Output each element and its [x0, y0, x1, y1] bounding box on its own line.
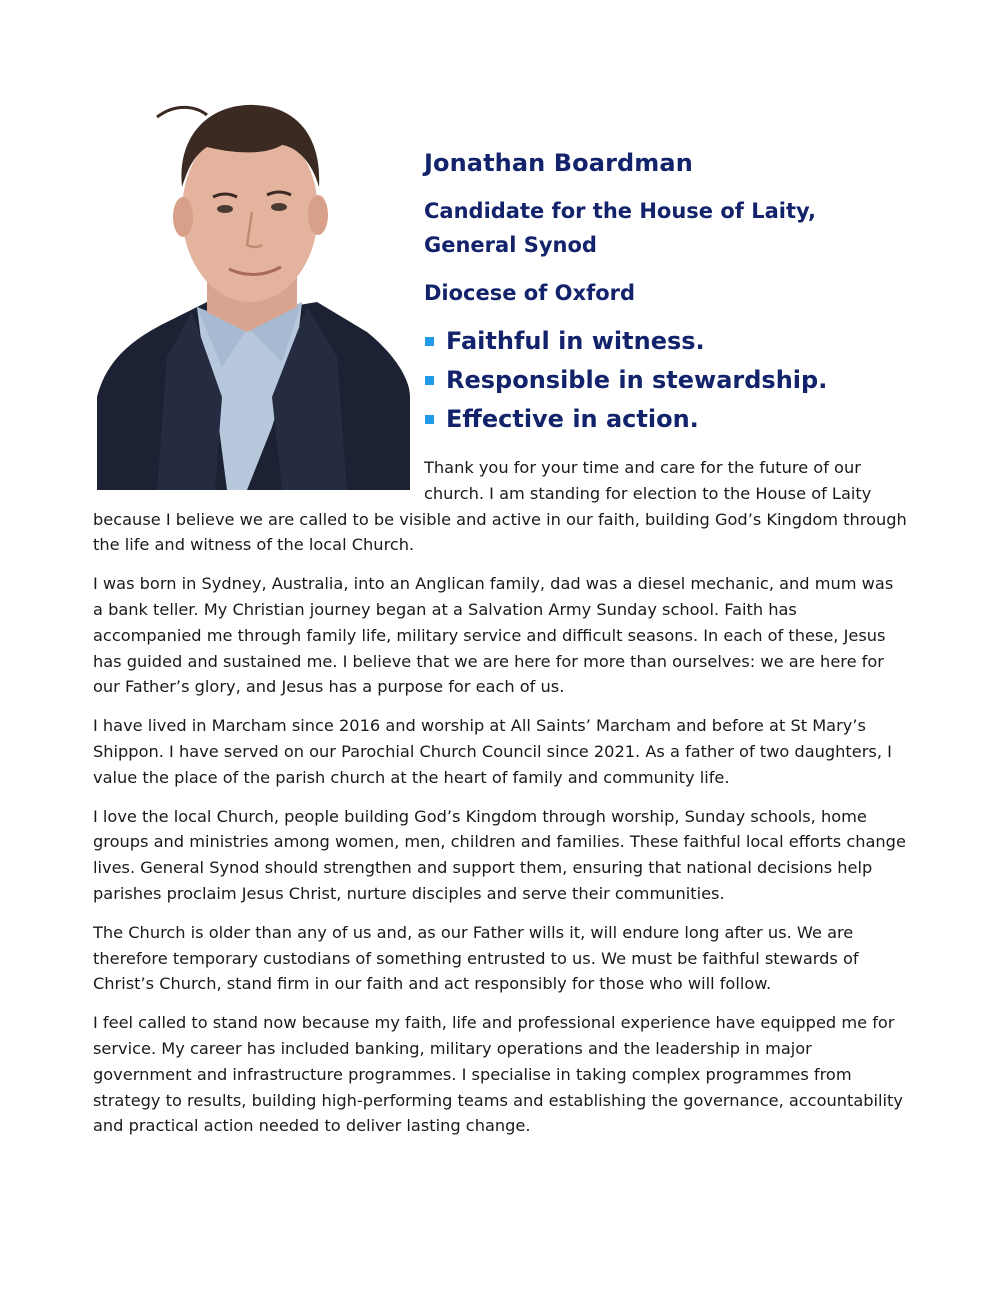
role-line-2: General Synod	[424, 233, 597, 257]
statement-paragraph: The Church is older than any of us and, as our Father wills it, will endure long after us. We are therefore temporary custodians of something entrusted to us. We must be faithful stewards of Christ’s Church, stand firm in our faith and act responsibly for those who will follow.	[93, 922, 859, 994]
candidate-header	[424, 146, 984, 439]
pledge-text: Responsible in stewardship.	[446, 366, 828, 394]
pledge-list	[424, 322, 984, 439]
pledge-text: Faithful in witness.	[446, 327, 705, 355]
intro-line-2: church. I am standing for election to the House of Laity	[424, 483, 872, 503]
role-line-1: Candidate for the House of Laity,	[424, 199, 817, 223]
statement-paragraph: I have lived in Marcham since 2016 and worship at All Saints’ Marcham and before at St Mary’s Shippon. I have served on our Parochial Church Council since 2021. As a father of two daughters, I value the place of the parish church at the heart of family and community life.	[93, 716, 892, 787]
candidate-photo	[97, 97, 410, 490]
pledge-text: Effective in action.	[446, 405, 699, 433]
statement-paragraph: I love the local Church, people building God’s Kingdom through worship, Sunday schools, home groups and ministries among women, men, children and families. These faithful local efforts change lives. General Synod should strengthen and support them, ensuring that national decisions help parishes proclaim Jesus Christ, nurture disciples and serve their communities.	[93, 806, 906, 903]
intro-paragraph	[93, 455, 908, 558]
square-bullet-icon	[425, 376, 434, 385]
square-bullet-icon	[425, 415, 434, 424]
statement-paragraph: I was born in Sydney, Australia, into an Anglican family, dad was a diesel mechanic, and mum was a bank teller. My Christian journey began at a Salvation Army Sunday school. Faith has accompanied me through family life, military service and difficult seasons. In each of these, Jesus has guided and sustained me. I believe that we are here for more than ourselves: we are here for our Father’s glory, and Jesus has a purpose for each of us.	[93, 574, 894, 697]
candidate-role	[424, 194, 984, 262]
intro-line-1: Thank you for your time and care for the future of our	[424, 458, 861, 477]
pledge-item	[424, 322, 984, 361]
candidate-name: Jonathan Boardman	[424, 149, 693, 177]
pledge-item	[424, 361, 984, 400]
square-bullet-icon	[425, 337, 434, 346]
pledge-item	[424, 400, 984, 439]
statement-paragraph: I feel called to stand now because my faith, life and professional experience have equipped me for service. My career has included banking, military operations and the leadership in major government and infrastructure programmes. I specialise in taking complex programmes from strategy to results, building high-performing teams and establishing the governance, accountability and practical action needed to deliver lasting change.	[93, 1013, 903, 1136]
statement-body	[93, 455, 908, 1152]
candidate-diocese: Diocese of Oxford	[424, 281, 636, 305]
intro-rest: because I believe we are called to be visible and active in our faith, building God’s Kingdom through the life and witness of the local Church.	[93, 509, 907, 555]
